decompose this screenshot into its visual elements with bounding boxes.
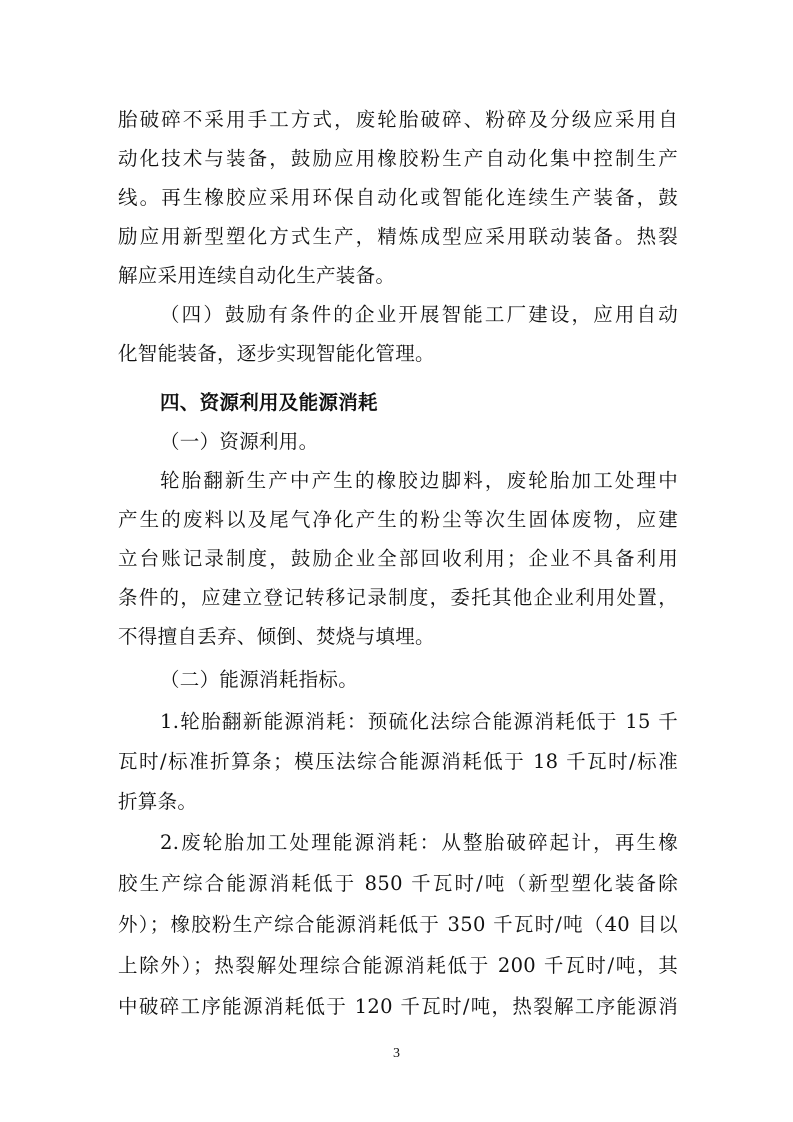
text-line: 轮胎翻新生产中产生的橡胶边脚料，废轮胎加工处理中	[160, 469, 678, 492]
text-line: 折算条。	[118, 790, 198, 813]
text-line: 胎破碎不采用手工方式，废轮胎破碎、粉碎及分级应采用自	[118, 108, 678, 131]
subsection-heading: （一）资源利用。	[160, 430, 319, 453]
subsection-heading: （二）能源消耗指标。	[160, 668, 359, 691]
text-line: 瓦时/标准折算条；模压法综合能源消耗低于 18 千瓦时/标准	[118, 750, 678, 773]
text-line: 不得擅自丢弃、倾倒、焚烧与填埋。	[118, 625, 435, 648]
text-line: 产生的废料以及尾气净化产生的粉尘等次生固体废物，应建	[118, 508, 678, 531]
text-line: 1.轮胎翻新能源消耗：预硫化法综合能源消耗低于 15 千	[160, 710, 678, 733]
text-line: 外）；橡胶粉生产综合能源消耗低于 350 千瓦时/吨（40 目以	[118, 913, 678, 936]
text-line: 中破碎工序能源消耗低于 120 千瓦时/吨，热裂解工序能源消	[118, 995, 678, 1018]
text-line: 动化技术与装备，鼓励应用橡胶粉生产自动化集中控制生产	[118, 147, 678, 170]
page-number: 3	[393, 1046, 400, 1061]
text-line: 上除外）；热裂解处理综合能源消耗低于 200 千瓦时/吨，其	[118, 954, 678, 977]
text-line: 化智能装备，逐步实现智能化管理。	[118, 342, 435, 365]
text-line: 立台账记录制度，鼓励企业全部回收利用；企业不具备利用	[118, 547, 678, 570]
text-line: 线。再生橡胶应采用环保自动化或智能化连续生产装备，鼓	[118, 186, 678, 209]
text-line: 解应采用连续自动化生产装备。	[118, 264, 396, 287]
text-line: （四）鼓励有条件的企业开展智能工厂建设，应用自动	[160, 303, 678, 326]
text-line: 条件的，应建立登记转移记录制度，委托其他企业利用处置，	[118, 586, 678, 609]
text-line: 胶生产综合能源消耗低于 850 千瓦时/吨（新型塑化装备除	[118, 872, 678, 895]
text-line: 励应用新型塑化方式生产，精炼成型应采用联动装备。热裂	[118, 225, 678, 248]
text-line: 2.废轮胎加工处理能源消耗：从整胎破碎起计，再生橡	[160, 831, 678, 854]
section-heading: 四、资源利用及能源消耗	[160, 391, 378, 414]
